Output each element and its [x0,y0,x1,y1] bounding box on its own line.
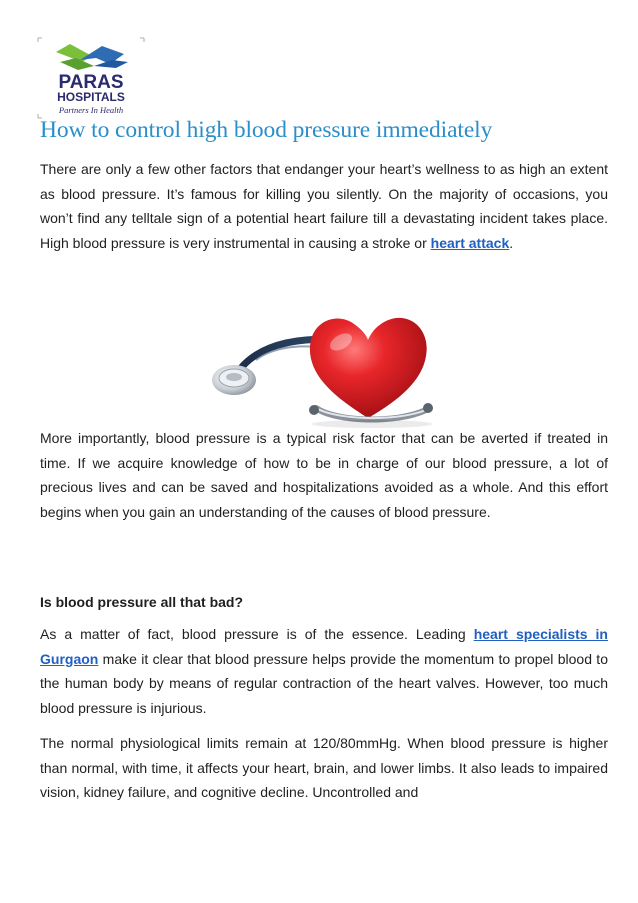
heart-stethoscope-icon [196,290,446,430]
essence-paragraph [40,622,608,720]
intro-text-after-link: . [509,234,514,251]
intro-paragraph [40,157,608,255]
intro-text-before-link: There are only a few other factors that endanger your heart’s wellness to as high an extent as blood pressure. It’s famous for killing you silently. On the majority of occasions, you won’t find any telltale sign of a potential heart failure till a devastating incident takes place. High blood pressure is very instrumental in causing a stroke or [40,161,608,251]
heart-attack-link[interactable]: heart attack [430,234,510,251]
logo-tagline: Partners In Health [58,105,124,115]
heart-stethoscope-image [196,290,446,430]
essence-text-after-link: make it clear that blood pressure helps provide the momentum to propel blood to the human body by means of regular contraction of the heart valves. However, too much blood pressure is injurious. [40,650,608,716]
essence-text-before-link: As a matter of fact, blood pressure is of the essence. Leading [40,626,474,642]
normal-limits-paragraph: The normal physiological limits remain at 120/80mmHg. When blood pressure is higher than normal, with time, it affects your heart, brain, and lower limbs. It also leads to impaired vision, kidney failure, and cognitive decline. Uncontrolled and [40,735,608,801]
logo-name-line2: HOSPITALS [57,90,125,104]
logo-name-line1: PARAS [58,72,124,93]
heart-specialists-gurgaon-link[interactable]: heart specialists in Gurgaon [40,626,608,667]
importance-paragraph: More importantly, blood pressure is a typical risk factor that can be averted if treated in time. If we acquire knowledge of how to be in charge of our blood pressure, a lot of precious lives and can be saved and hospitalizations avoided as a whole. And this effort begins when you gain an understanding of the causes of blood pressure. [40,430,608,520]
logo-graphic [36,36,146,120]
page-title: How to control high blood pressure immediately [40,117,493,143]
section-heading-bp-bad: Is blood pressure all that bad? [40,594,244,610]
paras-hospitals-logo [36,36,146,120]
